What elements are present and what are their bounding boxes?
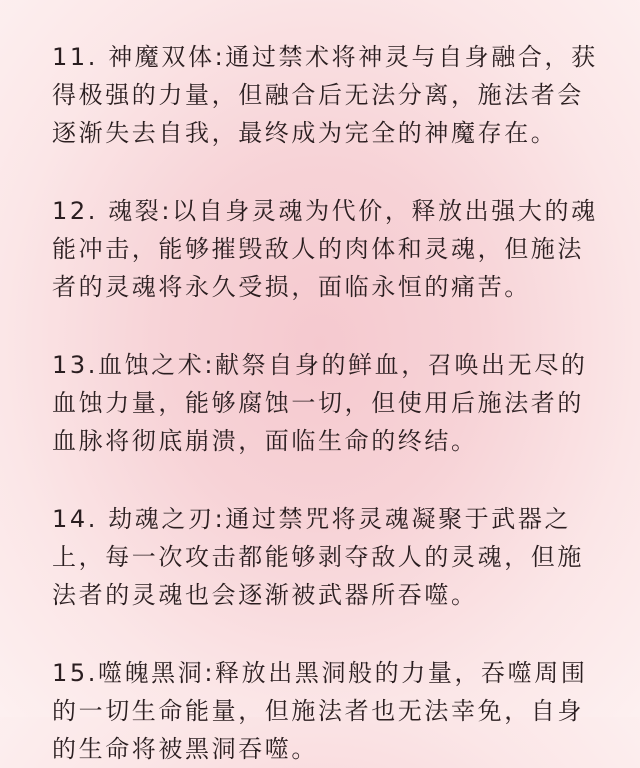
entry-line: 的生命将被黑洞吞噬。 bbox=[52, 735, 318, 763]
entry-line: 12. 魂裂:以自身灵魂为代价，释放出强大的魂 bbox=[52, 197, 598, 225]
entry-line: 13.血蚀之术:献祭自身的鲜血，召唤出无尽的 bbox=[52, 351, 588, 379]
entry-12 bbox=[52, 192, 596, 306]
entry-line: 血脉将彻底崩溃，面临生命的终结。 bbox=[52, 427, 478, 455]
entry-line: 血蚀力量，能够腐蚀一切，但使用后施法者的 bbox=[52, 389, 584, 417]
entry-15 bbox=[52, 654, 596, 768]
entry-line: 的一切生命能量，但施法者也无法幸免，自身 bbox=[52, 697, 584, 725]
entry-14 bbox=[52, 500, 596, 614]
entry-line: 逐渐失去自我，最终成为完全的神魔存在。 bbox=[52, 119, 558, 147]
entry-line: 11. 神魔双体:通过禁术将神灵与自身融合，获 bbox=[52, 43, 598, 71]
entry-13 bbox=[52, 346, 596, 460]
entry-line: 能冲击，能够摧毁敌人的肉体和灵魂，但施法 bbox=[52, 235, 584, 263]
entry-11 bbox=[52, 38, 596, 152]
entry-line: 上，每一次攻击都能够剥夺敌人的灵魂，但施 bbox=[52, 543, 584, 571]
entry-line: 法者的灵魂也会逐渐被武器所吞噬。 bbox=[52, 581, 478, 609]
entry-line: 15.噬魄黑洞:释放出黑洞般的力量，吞噬周围 bbox=[52, 659, 588, 687]
entry-line: 14. 劫魂之刃:通过禁咒将灵魂凝聚于武器之 bbox=[52, 505, 572, 533]
entry-line: 者的灵魂将永久受损，面临永恒的痛苦。 bbox=[52, 273, 531, 301]
entry-line: 得极强的力量，但融合后无法分离，施法者会 bbox=[52, 81, 584, 109]
